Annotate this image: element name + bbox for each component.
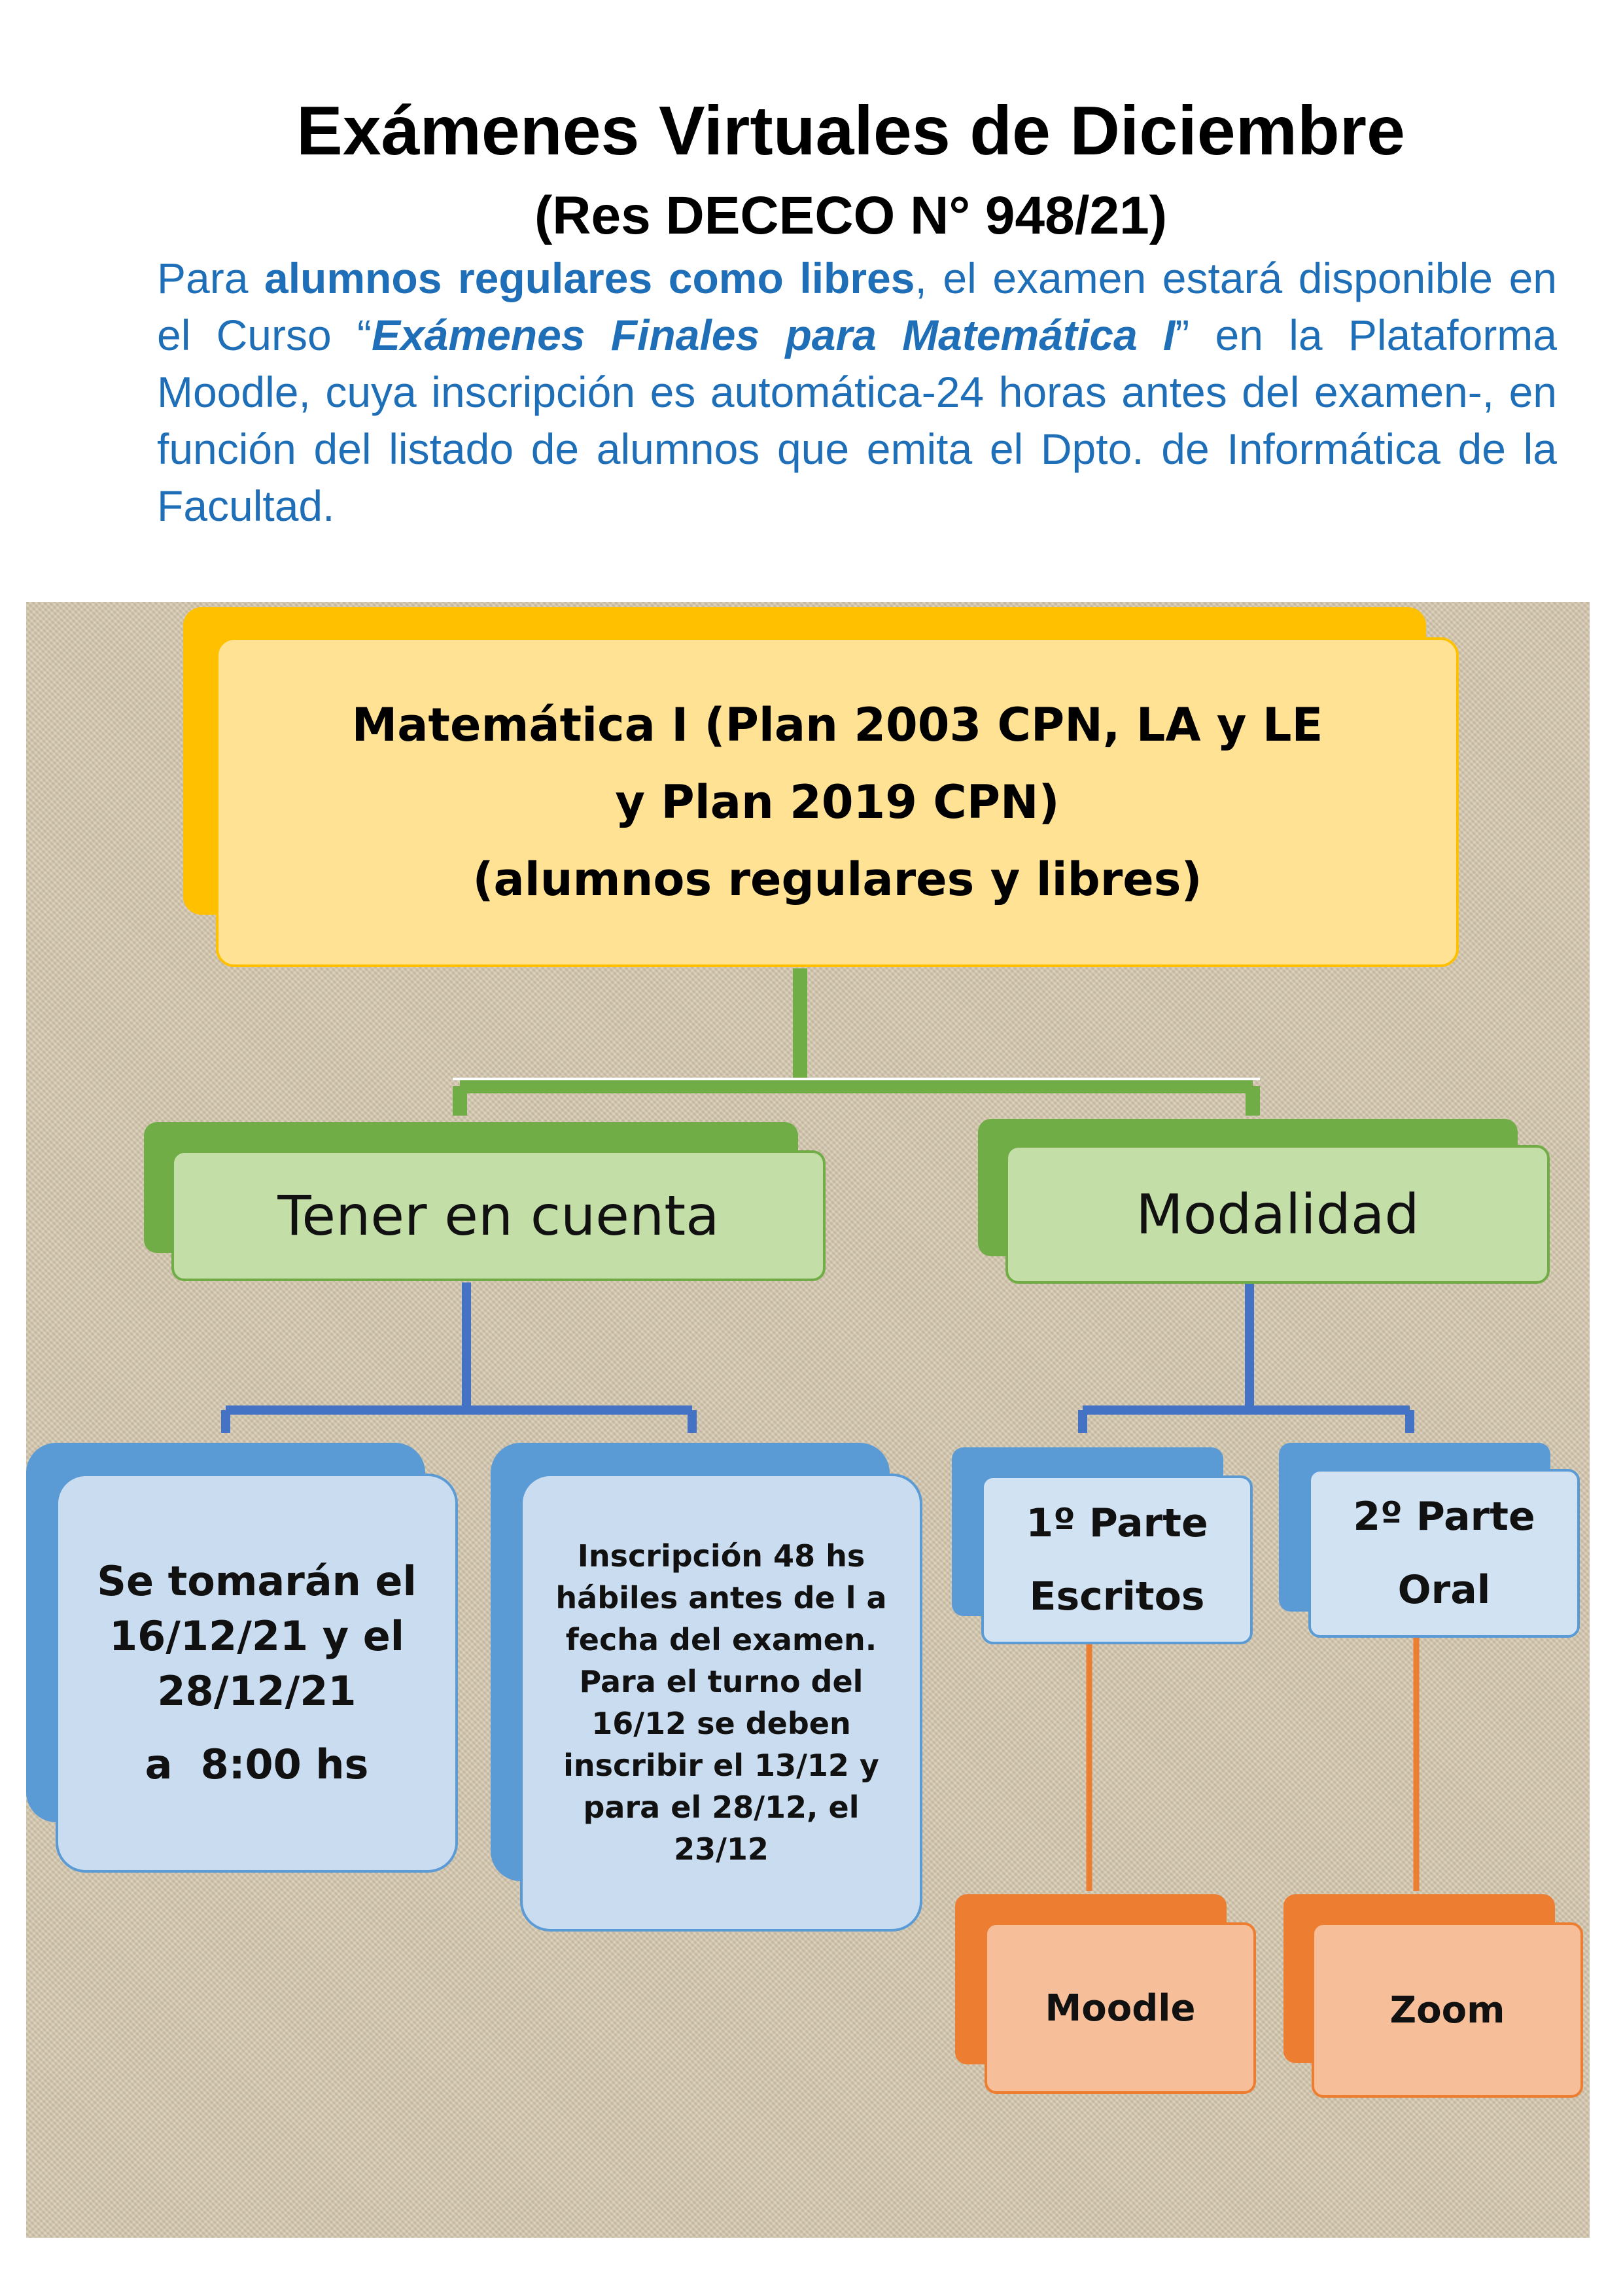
parte1-line-2: Escritos [1029, 1574, 1205, 1619]
inscripcion-line-8: 23/12 [674, 1831, 769, 1867]
intro-text-3: ” en la Plataforma Moodle, cuya inscripción es automática-24 horas antes del examen-, en función del listado de alumnos que emita el Dpto. de Informática de la Facultad. [157, 311, 1557, 530]
modalidad-label: Modalidad [1136, 1182, 1420, 1246]
inscripcion-line-3: fecha del examen. [565, 1622, 877, 1657]
root-line-1: Matemática I (Plan 2003 CPN, LA y LE [351, 698, 1323, 752]
dates-node [56, 1474, 458, 1873]
dates-line-2: 16/12/21 y el [109, 1612, 404, 1660]
parte2-line-1: 2º Parte [1353, 1494, 1535, 1540]
inscripcion-line-6: inscribir el 13/12 y [563, 1748, 879, 1783]
tener-en-cuenta-node [171, 1150, 826, 1281]
moodle-node [985, 1922, 1256, 2094]
inscripcion-line-1: Inscripción 48 hs [577, 1538, 865, 1574]
inscripcion-line-2: hábiles antes de l a [555, 1580, 887, 1616]
zoom-node [1312, 1922, 1583, 2098]
tener-en-cuenta-label: Tener en cuenta [277, 1184, 720, 1248]
intro-paragraph [157, 250, 1557, 535]
parte2-line-2: Oral [1397, 1567, 1491, 1613]
dates-line-3: 28/12/21 [157, 1667, 357, 1715]
inscripcion-node [520, 1474, 922, 1932]
root-line-3: (alumnos regulares y libres) [472, 853, 1202, 906]
inscripcion-line-7: para el 28/12, el [583, 1790, 860, 1825]
diagram-canvas [26, 602, 1590, 2238]
parte2-node [1308, 1469, 1580, 1638]
intro-bold-students: alumnos regulares como libres [264, 254, 915, 302]
intro-text-2: , el examen estará disponible en el Curso “ [157, 254, 1558, 359]
inscripcion-line-4: Para el turno del [579, 1664, 864, 1699]
page-title: Exámenes Virtuales de Diciembre [296, 92, 1405, 169]
zoom-label: Zoom [1389, 1988, 1505, 2032]
dates-line-4: a 8:00 hs [145, 1740, 369, 1788]
intro-course-name: Exámenes Finales para Matemática I [371, 311, 1176, 359]
resolution-subtitle: (Res DECECO N° 948/21) [534, 186, 1168, 245]
inscripcion-line-5: 16/12 se deben [591, 1706, 851, 1741]
parte1-node [981, 1475, 1253, 1644]
root-line-2: y Plan 2019 CPN) [615, 775, 1060, 829]
intro-text-1: Para [157, 254, 265, 302]
parte1-line-1: 1º Parte [1026, 1500, 1208, 1546]
moodle-label: Moodle [1045, 1987, 1196, 2030]
modalidad-node [1005, 1145, 1550, 1284]
dates-line-1: Se tomarán el [97, 1557, 417, 1605]
root-node [216, 637, 1459, 967]
